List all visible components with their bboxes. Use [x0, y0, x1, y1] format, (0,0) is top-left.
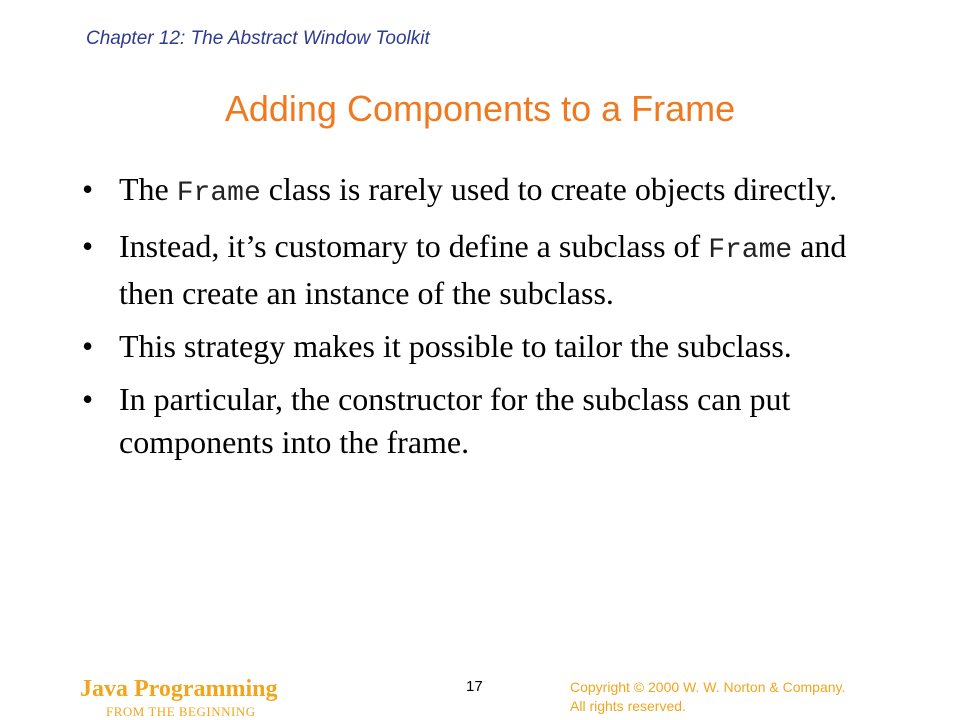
bullet-text: The: [119, 171, 177, 207]
bullet-item: [82, 325, 872, 368]
bullet-text: In particular, the constructor for the subclass can put components into the frame.: [119, 381, 791, 460]
bullet-list: [82, 168, 872, 474]
code-text: Frame: [176, 178, 261, 209]
bullet-text: Instead, it’s customary to define a subclass of: [119, 228, 709, 264]
bullet-item: [82, 225, 872, 315]
copyright-notice: [570, 678, 845, 716]
footer-brand: Java Programming: [80, 676, 278, 702]
bullet-item: [82, 378, 872, 464]
bullet-item: [82, 168, 872, 215]
slide-title: Adding Components to a Frame: [224, 88, 736, 129]
bullet-marker: •: [82, 171, 94, 207]
bullet-marker: •: [82, 328, 94, 364]
bullet-text: class is rarely used to create objects directly.: [260, 171, 838, 207]
copyright-line: Copyright © 2000 W. W. Norton & Company.: [570, 679, 846, 695]
chapter-header: Chapter 12: The Abstract Window Toolkit: [86, 28, 430, 49]
page-number: 17: [466, 678, 483, 695]
bullet-text: This strategy makes it possible to tailor the subclass.: [119, 328, 792, 364]
code-text: Frame: [708, 235, 793, 266]
bullet-marker: •: [82, 228, 94, 264]
footer-brand-subtitle: FROM THE BEGINNING: [106, 704, 256, 719]
bullet-marker: •: [82, 381, 94, 417]
bullet-text: and then create an instance of the subclass.: [119, 228, 847, 311]
copyright-line: All rights reserved.: [570, 698, 686, 714]
